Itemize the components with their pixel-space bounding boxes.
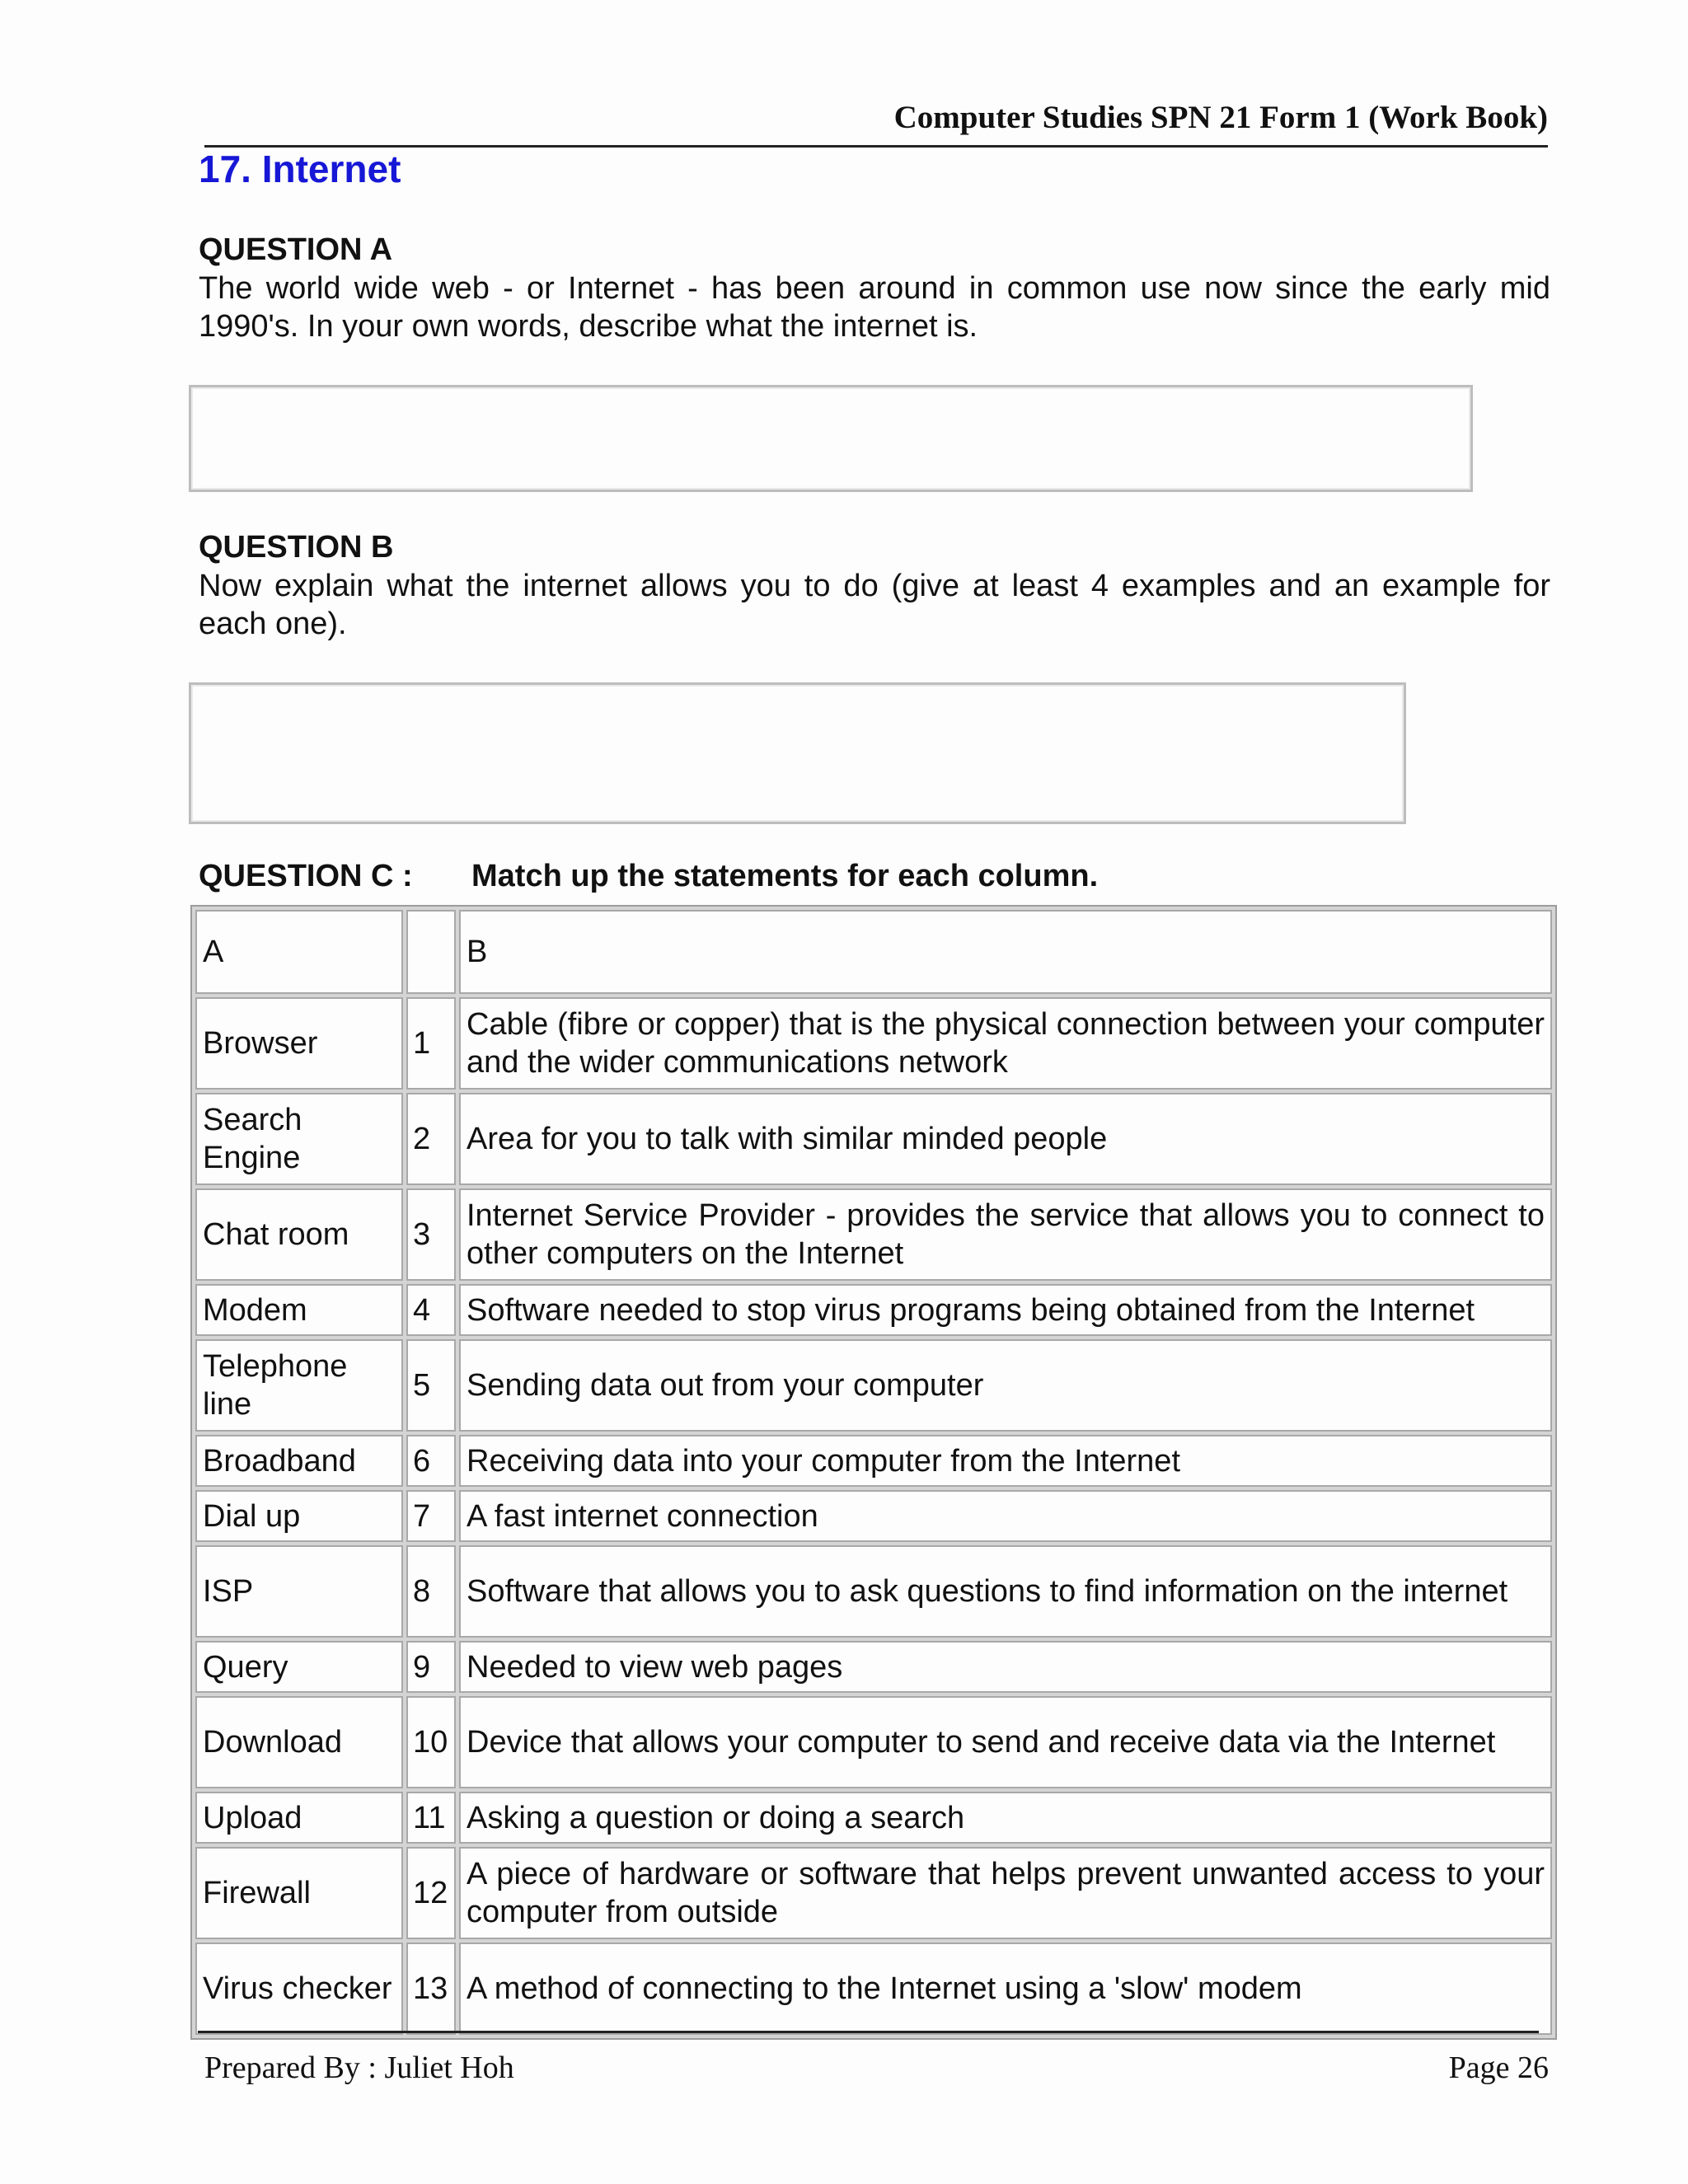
table-row xyxy=(195,1943,1552,2035)
definition-cell: Needed to view web pages xyxy=(459,1641,1552,1693)
number-cell: 6 xyxy=(406,1435,456,1487)
definition-cell: A fast internet connection xyxy=(459,1490,1552,1542)
number-cell: 4 xyxy=(406,1284,456,1336)
question-c-label: QUESTION C : xyxy=(199,859,413,893)
number-cell: 8 xyxy=(406,1545,456,1638)
matching-table xyxy=(190,905,1557,2040)
term-cell: ISP xyxy=(195,1545,403,1638)
table-row xyxy=(195,1188,1552,1281)
number-cell: 9 xyxy=(406,1641,456,1693)
number-cell: 2 xyxy=(406,1093,456,1185)
term-cell: Search Engine xyxy=(195,1093,403,1185)
column-b-header: B xyxy=(459,910,1552,994)
question-a-text: The world wide web - or Internet - has been around in common use now since the early mid 1990's. In your own words, describe what the internet is. xyxy=(199,271,1550,344)
table-row xyxy=(195,1641,1552,1693)
table-row xyxy=(195,1792,1552,1844)
prepared-by: Prepared By : Juliet Hoh xyxy=(204,2050,514,2085)
page-footer xyxy=(198,2031,1549,2085)
term-cell: Upload xyxy=(195,1792,403,1844)
workbook-title: Computer Studies SPN 21 Form 1 (Work Book) xyxy=(893,100,1548,135)
question-b-text: Now explain what the internet allows you to do (give at least 4 examples and an example for each one). xyxy=(199,569,1550,641)
definition-cell: A piece of hardware or software that helps prevent unwanted access to your computer from outside xyxy=(459,1847,1552,1939)
number-cell: 5 xyxy=(406,1339,456,1432)
table-row xyxy=(195,997,1552,1090)
question-c-instruction: Match up the statements for each column. xyxy=(471,859,1099,893)
page-number: Page 26 xyxy=(1448,2050,1549,2085)
table-row xyxy=(195,1490,1552,1542)
term-cell: Download xyxy=(195,1696,403,1788)
term-cell: Telephone line xyxy=(195,1339,403,1432)
term-cell: Chat room xyxy=(195,1188,403,1281)
table-row xyxy=(195,1284,1552,1336)
question-b-answer-box[interactable] xyxy=(189,682,1406,824)
number-cell: 7 xyxy=(406,1490,456,1542)
table-row xyxy=(195,1696,1552,1788)
term-cell: Dial up xyxy=(195,1490,403,1542)
question-a-answer-box[interactable] xyxy=(189,385,1473,492)
table-row xyxy=(195,1339,1552,1432)
number-cell: 13 xyxy=(406,1943,456,2035)
definition-cell: A method of connecting to the Internet using a 'slow' modem xyxy=(459,1943,1552,2035)
definition-cell: Asking a question or doing a search xyxy=(459,1792,1552,1844)
definition-cell: Software needed to stop virus programs being obtained from the Internet xyxy=(459,1284,1552,1336)
page-header xyxy=(204,97,1548,148)
number-cell: 10 xyxy=(406,1696,456,1788)
term-cell: Virus checker xyxy=(195,1943,403,2035)
term-cell: Modem xyxy=(195,1284,403,1336)
term-cell: Browser xyxy=(195,997,403,1090)
definition-cell: Internet Service Provider - provides the service that allows you to connect to other computers on the Internet xyxy=(459,1188,1552,1281)
column-a-header: A xyxy=(195,910,403,994)
question-c-heading xyxy=(199,859,1098,894)
number-cell: 12 xyxy=(406,1847,456,1939)
definition-cell: Software that allows you to ask questions to find information on the internet xyxy=(459,1545,1552,1638)
number-cell: 11 xyxy=(406,1792,456,1844)
section-title: 17. Internet xyxy=(199,148,401,190)
number-cell: 1 xyxy=(406,997,456,1090)
table-row xyxy=(195,1545,1552,1638)
question-b-heading: QUESTION B xyxy=(199,530,394,565)
number-cell: 3 xyxy=(406,1188,456,1281)
term-cell: Query xyxy=(195,1641,403,1693)
table-row xyxy=(195,1435,1552,1487)
table-row xyxy=(195,1093,1552,1185)
question-a-heading: QUESTION A xyxy=(199,232,393,267)
definition-cell: Area for you to talk with similar minded people xyxy=(459,1093,1552,1185)
definition-cell: Device that allows your computer to send and receive data via the Internet xyxy=(459,1696,1552,1788)
definition-cell: Cable (fibre or copper) that is the physical connection between your computer and the wider communications network xyxy=(459,997,1552,1090)
column-number-header xyxy=(406,910,456,994)
table-row xyxy=(195,1847,1552,1939)
term-cell: Broadband xyxy=(195,1435,403,1487)
definition-cell: Receiving data into your computer from the Internet xyxy=(459,1435,1552,1487)
table-header-row xyxy=(195,910,1552,994)
definition-cell: Sending data out from your computer xyxy=(459,1339,1552,1432)
term-cell: Firewall xyxy=(195,1847,403,1939)
